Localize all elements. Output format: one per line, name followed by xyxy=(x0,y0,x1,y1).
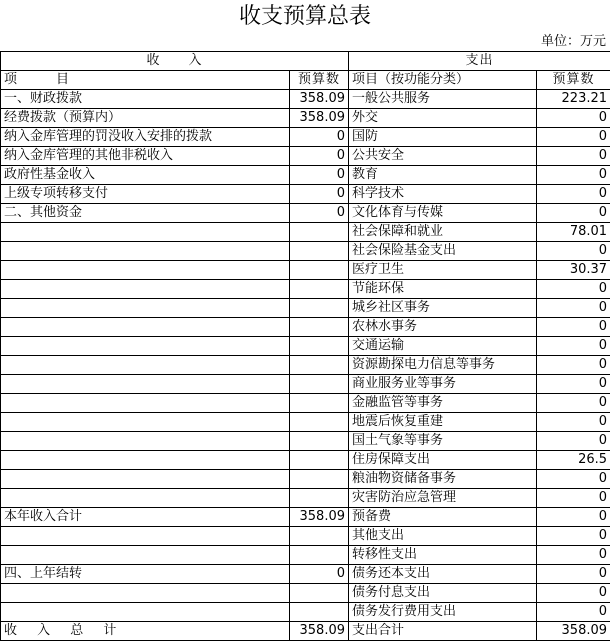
expense-item-cell: 金融监管等事务 xyxy=(349,394,537,413)
income-amount-cell xyxy=(290,356,349,375)
table-row xyxy=(1,527,610,546)
income-amount-cell xyxy=(290,280,349,299)
table-row xyxy=(1,185,610,204)
expense-amount-cell: 0 xyxy=(537,413,610,432)
income-item-cell: 收 入 总 计 xyxy=(1,622,290,641)
table-row xyxy=(1,337,610,356)
income-item-cell xyxy=(1,432,290,451)
income-item-cell: 纳入金库管理的罚没收入安排的拨款 xyxy=(1,128,290,147)
table-row xyxy=(1,413,610,432)
income-amount-cell: 0 xyxy=(290,565,349,584)
expense-item-cell: 公共安全 xyxy=(349,147,537,166)
table-row xyxy=(1,489,610,508)
income-item-cell: 纳入金库管理的其他非税收入 xyxy=(1,147,290,166)
income-item-cell: 政府性基金收入 xyxy=(1,166,290,185)
expense-item-cell: 节能环保 xyxy=(349,280,537,299)
income-item-cell xyxy=(1,318,290,337)
expense-item-header: 项目（按功能分类） xyxy=(349,71,537,90)
table-row xyxy=(1,223,610,242)
income-amount-cell xyxy=(290,242,349,261)
income-item-cell xyxy=(1,280,290,299)
expense-amount-cell: 223.21 xyxy=(537,90,610,109)
income-item-cell: 经费拨款（预算内） xyxy=(1,109,290,128)
income-item-cell xyxy=(1,470,290,489)
expense-group-header: 支出 xyxy=(349,52,610,71)
income-item-cell xyxy=(1,584,290,603)
table-row xyxy=(1,622,610,641)
income-item-cell xyxy=(1,394,290,413)
income-item-cell xyxy=(1,527,290,546)
expense-amount-cell: 0 xyxy=(537,356,610,375)
income-item-cell xyxy=(1,489,290,508)
income-amount-cell xyxy=(290,223,349,242)
table-row xyxy=(1,242,610,261)
expense-item-cell: 交通运输 xyxy=(349,337,537,356)
expense-item-cell: 债务付息支出 xyxy=(349,584,537,603)
table-row xyxy=(1,299,610,318)
expense-item-cell: 其他支出 xyxy=(349,527,537,546)
income-item-header: 项 目 xyxy=(1,71,290,90)
expense-item-cell: 债务发行费用支出 xyxy=(349,603,537,622)
expense-item-cell: 支出合计 xyxy=(349,622,537,641)
income-amount-cell xyxy=(290,375,349,394)
income-item-cell xyxy=(1,223,290,242)
expense-item-cell: 科学技术 xyxy=(349,185,537,204)
income-amount-cell: 0 xyxy=(290,128,349,147)
income-amount-cell xyxy=(290,584,349,603)
table-row xyxy=(1,470,610,489)
expense-amount-cell: 0 xyxy=(537,508,610,527)
expense-amount-cell: 0 xyxy=(537,166,610,185)
expense-item-cell: 国防 xyxy=(349,128,537,147)
expense-amount-cell: 0 xyxy=(537,299,610,318)
income-amount-cell: 358.09 xyxy=(290,90,349,109)
expense-amount-cell: 0 xyxy=(537,280,610,299)
expense-item-cell: 地震后恢复重建 xyxy=(349,413,537,432)
income-item-cell xyxy=(1,299,290,318)
expense-amount-cell: 0 xyxy=(537,242,610,261)
income-item-cell xyxy=(1,546,290,565)
income-item-cell xyxy=(1,451,290,470)
expense-amount-cell: 0 xyxy=(537,375,610,394)
table-row xyxy=(1,128,610,147)
table-row xyxy=(1,204,610,223)
income-amount-header: 预算数 xyxy=(290,71,349,90)
expense-item-cell: 债务还本支出 xyxy=(349,565,537,584)
expense-amount-cell: 358.09 xyxy=(537,622,610,641)
expense-amount-cell: 0 xyxy=(537,470,610,489)
expense-item-cell: 资源勘探电力信息等事务 xyxy=(349,356,537,375)
expense-item-cell: 国土气象等事务 xyxy=(349,432,537,451)
table-body xyxy=(1,90,610,641)
expense-amount-cell: 0 xyxy=(537,109,610,128)
expense-amount-cell: 0 xyxy=(537,584,610,603)
expense-amount-cell: 0 xyxy=(537,185,610,204)
income-item-cell: 上级专项转移支付 xyxy=(1,185,290,204)
table-row xyxy=(1,109,610,128)
income-group-header: 收 入 xyxy=(1,52,349,71)
expense-amount-cell: 0 xyxy=(537,128,610,147)
expense-amount-cell: 78.01 xyxy=(537,223,610,242)
table-row xyxy=(1,546,610,565)
expense-amount-cell: 0 xyxy=(537,489,610,508)
expense-item-cell: 商业服务业等事务 xyxy=(349,375,537,394)
table-row xyxy=(1,603,610,622)
expense-item-cell: 农林水事务 xyxy=(349,318,537,337)
income-amount-cell xyxy=(290,489,349,508)
expense-item-cell: 住房保障支出 xyxy=(349,451,537,470)
table-row xyxy=(1,261,610,280)
expense-amount-cell: 0 xyxy=(537,394,610,413)
income-amount-cell xyxy=(290,261,349,280)
expense-amount-cell: 26.5 xyxy=(537,451,610,470)
income-amount-cell: 0 xyxy=(290,147,349,166)
income-amount-cell xyxy=(290,318,349,337)
income-amount-cell xyxy=(290,470,349,489)
table-row xyxy=(1,280,610,299)
table-row xyxy=(1,508,610,527)
expense-item-cell: 转移性支出 xyxy=(349,546,537,565)
expense-amount-cell: 0 xyxy=(537,527,610,546)
table-row xyxy=(1,147,610,166)
sheet-title: 收支预算总表 xyxy=(0,0,610,33)
income-amount-cell xyxy=(290,394,349,413)
expense-item-cell: 文化体育与传媒 xyxy=(349,204,537,223)
expense-item-cell: 一般公共服务 xyxy=(349,90,537,109)
expense-amount-cell: 0 xyxy=(537,318,610,337)
unit-label: 单位：万元 xyxy=(541,33,606,51)
income-amount-cell xyxy=(290,299,349,318)
table-row xyxy=(1,356,610,375)
table-row xyxy=(1,451,610,470)
expense-item-cell: 灾害防治应急管理 xyxy=(349,489,537,508)
table-row xyxy=(1,375,610,394)
income-item-cell: 二、其他资金 xyxy=(1,204,290,223)
table-row xyxy=(1,394,610,413)
income-item-cell xyxy=(1,375,290,394)
expense-amount-cell: 0 xyxy=(537,204,610,223)
table-row xyxy=(1,584,610,603)
table-row xyxy=(1,318,610,337)
expense-item-cell: 粮油物资储备事务 xyxy=(349,470,537,489)
expense-item-cell: 社会保障和就业 xyxy=(349,223,537,242)
income-item-cell xyxy=(1,356,290,375)
expense-item-cell: 外交 xyxy=(349,109,537,128)
expense-amount-cell: 0 xyxy=(537,337,610,356)
budget-table xyxy=(0,51,610,641)
expense-item-cell: 社会保险基金支出 xyxy=(349,242,537,261)
income-item-cell: 本年收入合计 xyxy=(1,508,290,527)
income-item-cell xyxy=(1,603,290,622)
expense-amount-cell: 0 xyxy=(537,603,610,622)
income-item-cell: 一、财政拨款 xyxy=(1,90,290,109)
expense-amount-header: 预算数 xyxy=(537,71,610,90)
income-amount-cell: 358.09 xyxy=(290,508,349,527)
expense-item-cell: 预备费 xyxy=(349,508,537,527)
expense-amount-cell: 30.37 xyxy=(537,261,610,280)
table-row xyxy=(1,90,610,109)
expense-amount-cell: 0 xyxy=(537,432,610,451)
income-item-cell xyxy=(1,242,290,261)
income-amount-cell: 358.09 xyxy=(290,622,349,641)
expense-amount-cell: 0 xyxy=(537,147,610,166)
column-header-row xyxy=(1,71,610,90)
income-amount-cell: 0 xyxy=(290,185,349,204)
expense-item-cell: 城乡社区事务 xyxy=(349,299,537,318)
income-amount-cell xyxy=(290,546,349,565)
income-item-cell: 四、上年结转 xyxy=(1,565,290,584)
expense-amount-cell: 0 xyxy=(537,546,610,565)
income-amount-cell xyxy=(290,413,349,432)
income-amount-cell xyxy=(290,337,349,356)
income-item-cell xyxy=(1,337,290,356)
expense-item-cell: 医疗卫生 xyxy=(349,261,537,280)
income-amount-cell: 0 xyxy=(290,166,349,185)
income-amount-cell: 358.09 xyxy=(290,109,349,128)
income-item-cell xyxy=(1,413,290,432)
table-row xyxy=(1,432,610,451)
income-item-cell xyxy=(1,261,290,280)
table-row xyxy=(1,565,610,584)
income-amount-cell xyxy=(290,527,349,546)
income-amount-cell: 0 xyxy=(290,204,349,223)
group-header-row xyxy=(1,52,610,71)
expense-amount-cell: 0 xyxy=(537,565,610,584)
table-row xyxy=(1,166,610,185)
income-amount-cell xyxy=(290,603,349,622)
income-amount-cell xyxy=(290,432,349,451)
expense-item-cell: 教育 xyxy=(349,166,537,185)
income-amount-cell xyxy=(290,451,349,470)
